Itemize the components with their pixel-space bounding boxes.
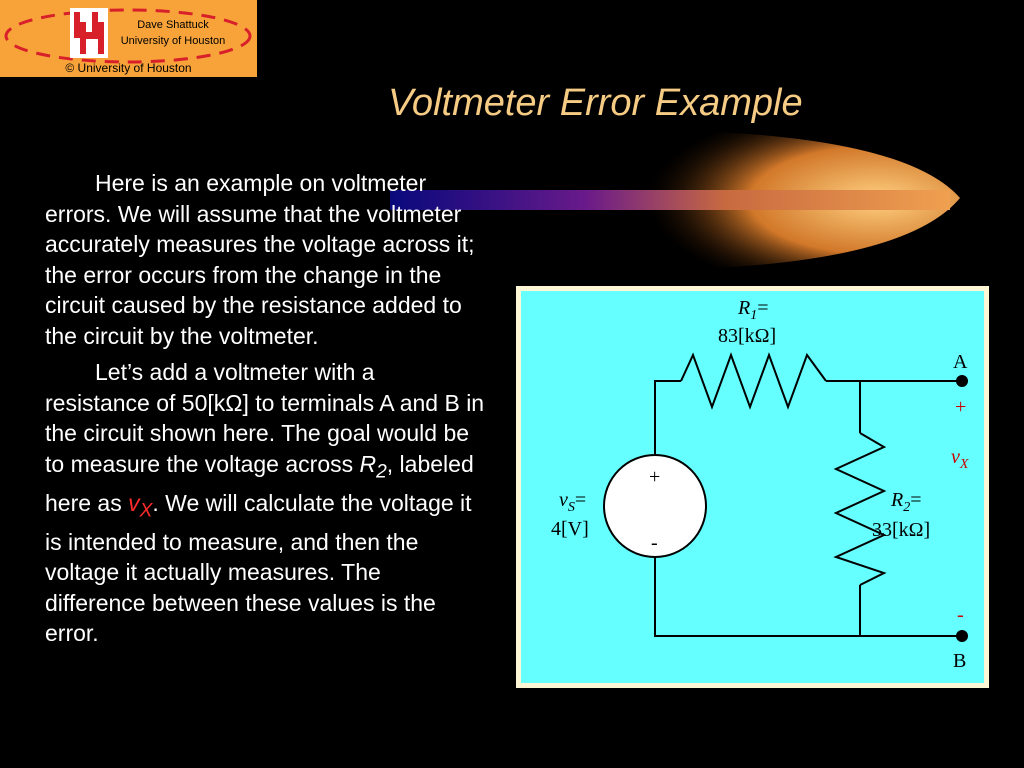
vx-letter: v xyxy=(128,489,140,516)
vs-subscript: S xyxy=(567,500,575,515)
body-text xyxy=(45,168,485,649)
r2-label-subscript: 2 xyxy=(903,500,911,515)
vx-minus-sign: - xyxy=(957,604,964,626)
resistor-r2-zigzag xyxy=(836,433,884,585)
r1-label xyxy=(737,297,769,323)
paragraph-2-part-b: ] to terminals A and B in the circuit shown here. The goal would be to measure the voltage across xyxy=(45,389,485,477)
paragraph-2 xyxy=(45,357,485,649)
circuit-diagram xyxy=(521,291,984,683)
r2-equals: = xyxy=(910,489,922,511)
circuit-panel xyxy=(521,291,984,683)
vx-label xyxy=(951,446,969,472)
author-name: Dave Shattuck xyxy=(137,19,209,31)
resistor-r1-zigzag xyxy=(681,355,826,407)
vs-symbol: v xyxy=(559,489,568,511)
vx-subscript: X xyxy=(139,500,153,522)
copyright-text: © University of Houston xyxy=(65,61,192,75)
terminal-b-dot xyxy=(956,630,968,642)
r2-label-symbol: R xyxy=(891,489,904,511)
r2-subscript: 2 xyxy=(376,461,387,483)
slide-title: Voltmeter Error Example xyxy=(388,82,803,124)
paragraph-1 xyxy=(45,168,485,351)
r2-symbol: R xyxy=(359,450,377,477)
vx-symbol xyxy=(128,489,153,522)
source-minus-sign: - xyxy=(651,532,658,554)
paragraph-2-part-d: . We will calculate the voltage it is intended to measure, and then the voltage it actually measures. The difference between these values is the error. xyxy=(45,489,472,647)
r2-value: 33[kΩ] xyxy=(872,519,931,541)
r1-symbol: R xyxy=(738,297,751,319)
logo-author-block xyxy=(108,17,238,49)
vs-equals: = xyxy=(574,489,587,511)
source-plus-sign: + xyxy=(649,466,661,488)
circuit-frame xyxy=(516,286,989,688)
wire-left-top xyxy=(655,381,681,455)
vs-value: 4[V] xyxy=(551,518,589,540)
terminal-b-label: B xyxy=(953,650,967,672)
vx-label-symbol: v xyxy=(951,446,960,468)
vx-plus-sign: + xyxy=(955,396,967,418)
vs-label xyxy=(559,489,586,515)
omega-symbol: Ω xyxy=(225,389,243,416)
wire-bottom xyxy=(655,557,962,636)
vx-label-subscript: X xyxy=(959,457,969,472)
paragraph-2-part-a: Let’s add a voltmeter with a resistance of 50[k xyxy=(45,359,375,416)
r1-equals: = xyxy=(757,297,769,319)
terminal-a-dot xyxy=(956,375,968,387)
paragraph-1-text: Here is an example on voltmeter errors. We will assume that the voltmeter accurately measures the voltage across it; the error occurs from the change in the circuit caused by the resistance added to the circuit by the voltmeter. xyxy=(45,170,475,349)
r1-subscript: 1 xyxy=(750,308,758,323)
paragraph-2-part-c: , labeled here as xyxy=(45,450,474,516)
r2-label xyxy=(890,489,922,515)
r1-value: 83[kΩ] xyxy=(718,325,777,347)
terminal-a-label: A xyxy=(953,351,968,373)
institution-name: University of Houston xyxy=(120,35,226,47)
university-logo-box xyxy=(0,0,257,77)
